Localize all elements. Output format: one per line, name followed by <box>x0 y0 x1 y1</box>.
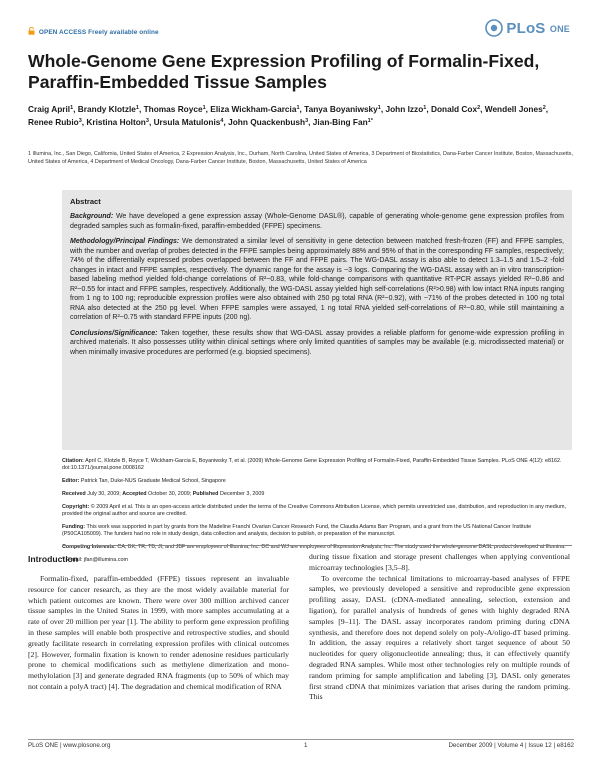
author-name: Jian-Bing Fan$^{1*}$ <box>312 117 373 127</box>
author-name: Eliza Wickham-Garcia$^1$ <box>210 104 300 114</box>
corresponding-email[interactable]: * E-mail: jfan@illumina.com <box>62 556 128 563</box>
open-label: OPEN <box>38 29 58 36</box>
abstract-conclusions: Conclusions/Significance: Taken together, these results show that WG-DASL assay provides a reliable platform for genome-wide expression profiling in archived materials. It also possesses utility within clinical settings where only limited quantities of samples may be available (e.g. microdissected material) or when minimally invasive procedures are performed (e.g. biopsied specimens). <box>70 329 564 356</box>
journal-logo-text: PLoS ONE <box>506 19 570 37</box>
author-name: Renee Rubio$^3$ <box>28 117 82 127</box>
abstract-methodology: Methodology/Principal Findings: We demonstrated a similar level of sensitivity in gene detection between matched fresh-frozen (FF) and FFPE samples, with the number and overlap of probes detected in the FFPE samples being approximately 88% and 95% of that in the corresponding FF samples, respectively; 74% of the differentially expressed probes overlapped between the FF and FFPE pairs. The WG-DASL assay is also able to detect 1.3–1.5 and 1.5–2 -fold changes in intact and FFPE samples, respectively. The dynamic range for the assay is ~3 logs. Comparing the WG-DASL assay with an in vitro transcription-based labeling method yielded fold-change correlations of R²~0.83, while fold-change comparisons with quantitative RT-PCR assays yielded R²~0.86 and R²~0.55 for intact and FFPE samples, respectively. Additionally, the WG-DASL assay yielded high self-correlations (R²>0.98) with low intact RNA inputs ranging from 1 ng to 100 ng; reproducible expression profiles were also obtained with 250 pg total RNA (R²~0.92), with ~71% of the probes detected in 100 ng total RNA also detected at the 250 pg level. When FFPE samples were assayed, 1 ng total RNA yielded self-correlations of R²~0.80, while still maintaining a correlation of R²~0.75 with standard FFPE inputs (200 ng). <box>70 238 565 321</box>
footer-issue: December 2009 | Volume 4 | Issue 12 | e8162 <box>448 742 574 749</box>
abstract-heading: Abstract <box>70 197 101 206</box>
author-name: Tanya Boyaniwsky$^1$ <box>304 104 381 114</box>
author-name: Ursula Matulonis$^4$ <box>153 117 224 127</box>
author-name: Brandy Klotzle$^1$ <box>77 104 139 114</box>
author-name: Donald Cox$^2$ <box>430 104 481 114</box>
author-name: Craig April$^1$ <box>28 104 74 114</box>
open-access-banner[interactable] <box>28 27 159 36</box>
citation: Citation: April C, Klotzle B, Royce T, Wickham-Garcia E, Boyaniwsky T, et al. (2009) Whole-Genome Gene Expression Profiling of Formalin-Fixed, Paraffin-Embedded Tissue Samples. PLoS ONE 4(12): e8162. doi:10.1371/journal.pone.0008162 <box>62 458 562 472</box>
author-affiliation-mark: 1 <box>377 105 381 111</box>
journal-logo[interactable] <box>485 17 570 39</box>
author-affiliation-mark: 4 <box>220 118 224 124</box>
access-label: ACCESS <box>59 29 87 36</box>
intro-column-right <box>309 552 570 703</box>
intro-paragraph: Formalin-fixed, paraffin-embedded (FFPE) tissues represent an invaluable resource for cancer research, as they are the most widely available material for which patient outcomes are known. There were over 300 million archived cancer tissue samples in the United States in 1999, with more samples accumulating at a rate of over 20 million per year [1]. The ability to perform gene expression profiling in these samples will enable both prospective and retrospective studies, and should greatly facilitate research in correlating expression profiles with clinical outcomes [2]. However, formalin fixation is known to render adenosine residues particularly prone to chemical modifications such as methylene dimerization and mono-methylolation [3] and generate degraded RNA fragments (up to 50% of which may not contain a polyA tract) [4]. The degradation and chemical modification of RNA <box>28 574 289 691</box>
dates: Received July 30, 2009; Accepted October 30, 2009; Published December 3, 2009 <box>62 490 265 497</box>
intro-column-left <box>28 574 289 693</box>
author-affiliation-mark: 1 <box>135 105 139 111</box>
open-access-lock-icon <box>28 27 35 35</box>
author-name: Kristina Holton$^3$ <box>86 117 149 127</box>
abstract-box <box>62 190 572 450</box>
author-affiliation-mark: 1 <box>296 105 300 111</box>
copyright: Copyright: © 2009 April et al. This is an open-access article distributed under the terms of the Creative Commons Attribution License, which permits unrestricted use, distribution, and reproduction in any medium, provided the original author and source are credited. <box>62 503 566 517</box>
page-footer <box>28 742 574 754</box>
freely-available-label: Freely available online <box>88 29 159 36</box>
author-affiliation-mark: 1 <box>202 105 206 111</box>
intro-paragraph: To overcome the technical limitations to microarray-based analyses of FFPE samples, we previously developed a sensitive and reproducible gene expression profiling assay, DASL (cDNA-mediated annealing, selection, extension and ligation), for parallel analysis of hundreds of genes with highly degraded RNA samples [9–11]. The DASL assay incorporates random priming during cDNA synthesis, and therefore does not depend solely on poly-A/oligo-dT based priming. In addition, the assay requires a relatively short target sequence of about 50 nucleotides for query oligonucleotide annealing; thus, it can effectively quantify degraded RNA samples. While most other technologies rely on multiple rounds of random priming for sample amplification and labeling [3], DASL only generates first strand cDNA that minimizes variation that arises during the random priming. This <box>309 573 570 702</box>
funding: Funding: This work was supported in part by grants from the Madeline Franchi Ovarian Cancer Research Fund, the Claudia Adams Barr Program, and a grant from the US National Cancer Institute (P50CA105009). The funders had no role in study design, data collection and analysis, decision to publish, or preparation of the manuscript. <box>62 523 532 538</box>
plos-logo-icon <box>485 19 503 37</box>
author-affiliation-mark: 1 <box>423 105 427 111</box>
footer-divider <box>28 739 574 740</box>
author-affiliation-mark: 1 <box>70 105 74 111</box>
intro-paragraph: during tissue fixation and storage present challenges when applying conventional microarray technologies [3,5–8]. <box>309 552 570 572</box>
author-name: Wendell Jones$^2$ <box>484 104 546 114</box>
author-affiliation-mark: 2 <box>477 105 481 111</box>
competing-interests: Competing Interests: CA, BK, TR, TB, JI, and JBF are employees of Illumina, Inc. DC and WJ are employees of Expression Analysis, Inc. The study used the whole-genome DASL product developed at Illumina. <box>62 543 566 550</box>
author-name: John Quackenbush$^3$ <box>228 117 309 127</box>
author-affiliation-mark: 3 <box>145 118 149 124</box>
author-list: Craig April$^1$, Brandy Klotzle$^1$, Thomas Royce$^1$, Eliza Wickham-Garcia$^1$, Tanya Boyaniwsky$^1$, John Izzo$^1$, Donald Cox$^2$, Wendell Jones$^2$, Renee Rubio$^3$, Kristina Holton$^3$, Ursula Matulonis$^4$, John Quackenbush$^3$, Jian-Bing Fan$^{1*}$ <box>28 104 549 127</box>
introduction-heading: Introduction <box>28 554 79 564</box>
abstract-background: Background: We have developed a gene expression assay (Whole-Genome DASL®), capable of generating whole-genome gene expression profiles from degraded samples such as formalin-fixed, paraffin-embedded (FFPE) specimens. <box>70 213 564 230</box>
author-affiliation-mark: 1* <box>367 118 373 124</box>
author-name: John Izzo$^1$ <box>385 104 427 114</box>
article-title: Whole-Genome Gene Expression Profiling of Formalin-Fixed, Paraffin-Embedded Tissue Samples <box>28 51 540 92</box>
section-divider <box>62 545 572 546</box>
affiliations: 1 Illumina, Inc., San Diego, California, United States of America, 2 Expression Analysis, Inc., Durham, North Carolina, United States of America, 3 Department of Biostatistics, Dana-Farber Cancer Institute, Boston, Massachusetts, United States of America, 4 Department of Medical Oncology, Dana-Farber Cancer Institute, Boston, Massachusetts, United States of America <box>28 151 573 166</box>
author-affiliation-mark: 2 <box>542 105 546 111</box>
footer-journal[interactable]: PLoS ONE | www.plosone.org <box>28 742 111 749</box>
page-number: 1 <box>304 742 308 749</box>
author-affiliation-mark: 3 <box>305 118 309 124</box>
editor: Editor: Patrick Tan, Duke-NUS Graduate Medical School, Singapore <box>62 478 226 485</box>
author-name: Thomas Royce$^1$ <box>143 104 206 114</box>
author-affiliation-mark: 3 <box>78 118 82 124</box>
